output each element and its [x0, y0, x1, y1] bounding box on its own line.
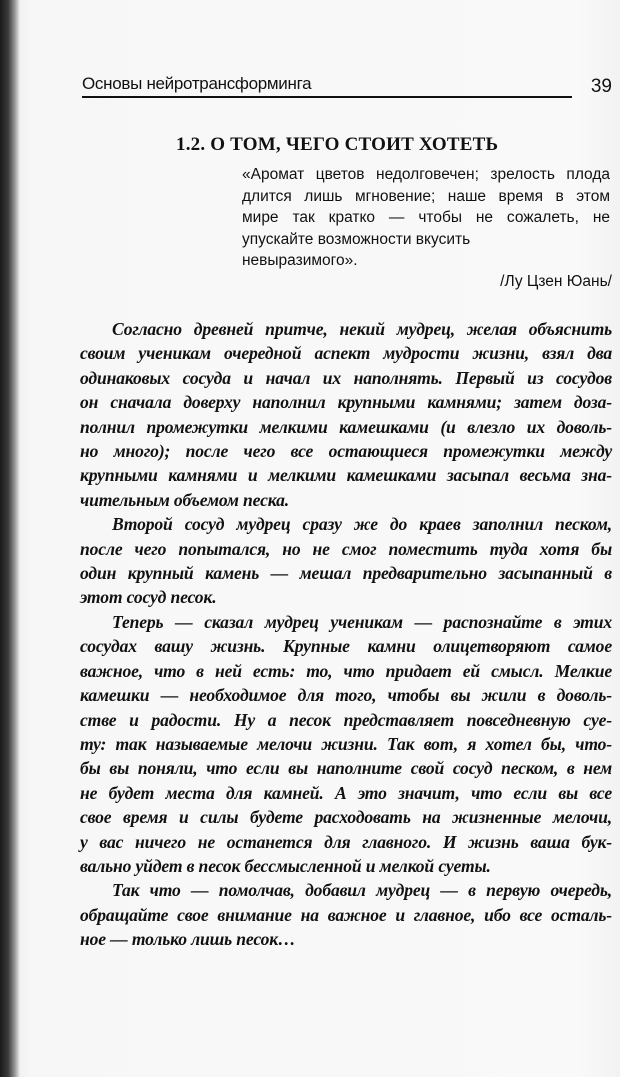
header-rule	[82, 96, 572, 98]
paragraph-line: не будет места для камней. А это значит, что если вы все	[80, 782, 612, 803]
paragraph-line: ту: так называемые мелочи жизни. Так вот, я хотел бы, что-	[80, 733, 612, 754]
paragraph-line: ное — только лишь песок…	[80, 929, 296, 950]
book-spine-shadow	[0, 0, 20, 1077]
paragraph-line: вально уйдет в песок бессмысленной и мелкой суеты.	[80, 855, 491, 876]
body-text	[80, 317, 612, 952]
paragraph-line: сосудах вашу жизнь. Крупные камни олицетворяют самое	[80, 636, 612, 657]
paragraph-line: этот сосуд песок.	[80, 587, 217, 608]
epigraph-author: /Лу Цзен Юань/	[500, 273, 612, 290]
epigraph	[242, 164, 610, 272]
epigraph-line: длится лишь мгновение; наше время в этом	[242, 187, 610, 205]
paragraph-line: чительным объемом песка.	[80, 489, 289, 510]
epigraph-line: упускайте возможности вкусить	[242, 230, 471, 248]
paragraph-line: Второй сосуд мудрец сразу же до краев заполнил песком,	[112, 514, 612, 535]
epigraph-line: невыразимого».	[242, 252, 358, 269]
paragraph-line: крупными камнями и мелкими камешками засыпал весьма зна-	[80, 465, 612, 486]
paragraph-line: Так что — помолчав, добавил мудрец — в первую очередь,	[112, 880, 612, 901]
paragraph-line: бы вы поняли, что если вы наполните свой сосуд песком, в нем	[80, 758, 612, 779]
page-number: 39	[590, 76, 612, 97]
epigraph-line: мире так кратко — чтобы не сожалеть, не	[242, 209, 610, 226]
page-header	[82, 74, 612, 98]
paragraph-line: своим ученикам очередной аспект мудрости жизни, взял два	[80, 343, 612, 364]
epigraph-line: «Аромат цветов недолговечен; зрелость плода	[242, 166, 610, 183]
paragraph-line: он сначала доверху наполнил крупными камнями; затем доза-	[80, 392, 612, 413]
paragraph-line: после чего попытался, но не смог поместить туда хотя бы	[80, 538, 612, 559]
paragraph-line: стве и радости. Ну а песок представляет повседневную суе-	[80, 709, 612, 730]
paragraph-line: важное, что в ней есть: то, что придает ей смысл. Мелкие	[80, 660, 612, 681]
paragraph-line: полнил промежутки мелкими камешками (и влезло их доволь-	[80, 416, 612, 437]
paragraph-line: Согласно древней притче, некий мудрец, желая объяснить	[112, 319, 612, 339]
running-head: Основы нейротрансформинга	[82, 74, 312, 93]
section-title: 1.2. О ТОМ, ЧЕГО СТОИТ ХОТЕТЬ	[176, 134, 499, 155]
paragraph-line: Теперь — сказал мудрец ученикам — распознайте в этих	[112, 611, 612, 632]
paragraph-line: обращайте свое внимание на важное и главное, ибо все осталь-	[80, 904, 612, 925]
paragraph-line: камешки — необходимое для того, чтобы вы жили в доволь-	[80, 685, 612, 706]
paragraph-line: свое время и силы будете расходовать на жизненные мелочи,	[80, 807, 612, 828]
paragraph-line: одинаковых сосуда и начал их наполнять. Первый из сосудов	[80, 367, 612, 388]
paragraph-line: один крупный камень — мешал предварительно засыпанный в	[80, 563, 612, 584]
paragraph-line: у вас ничего не останется для главного. И жизнь ваша бук-	[80, 831, 612, 852]
paragraph-line: но много); после чего все остающиеся промежутки между	[80, 441, 612, 462]
